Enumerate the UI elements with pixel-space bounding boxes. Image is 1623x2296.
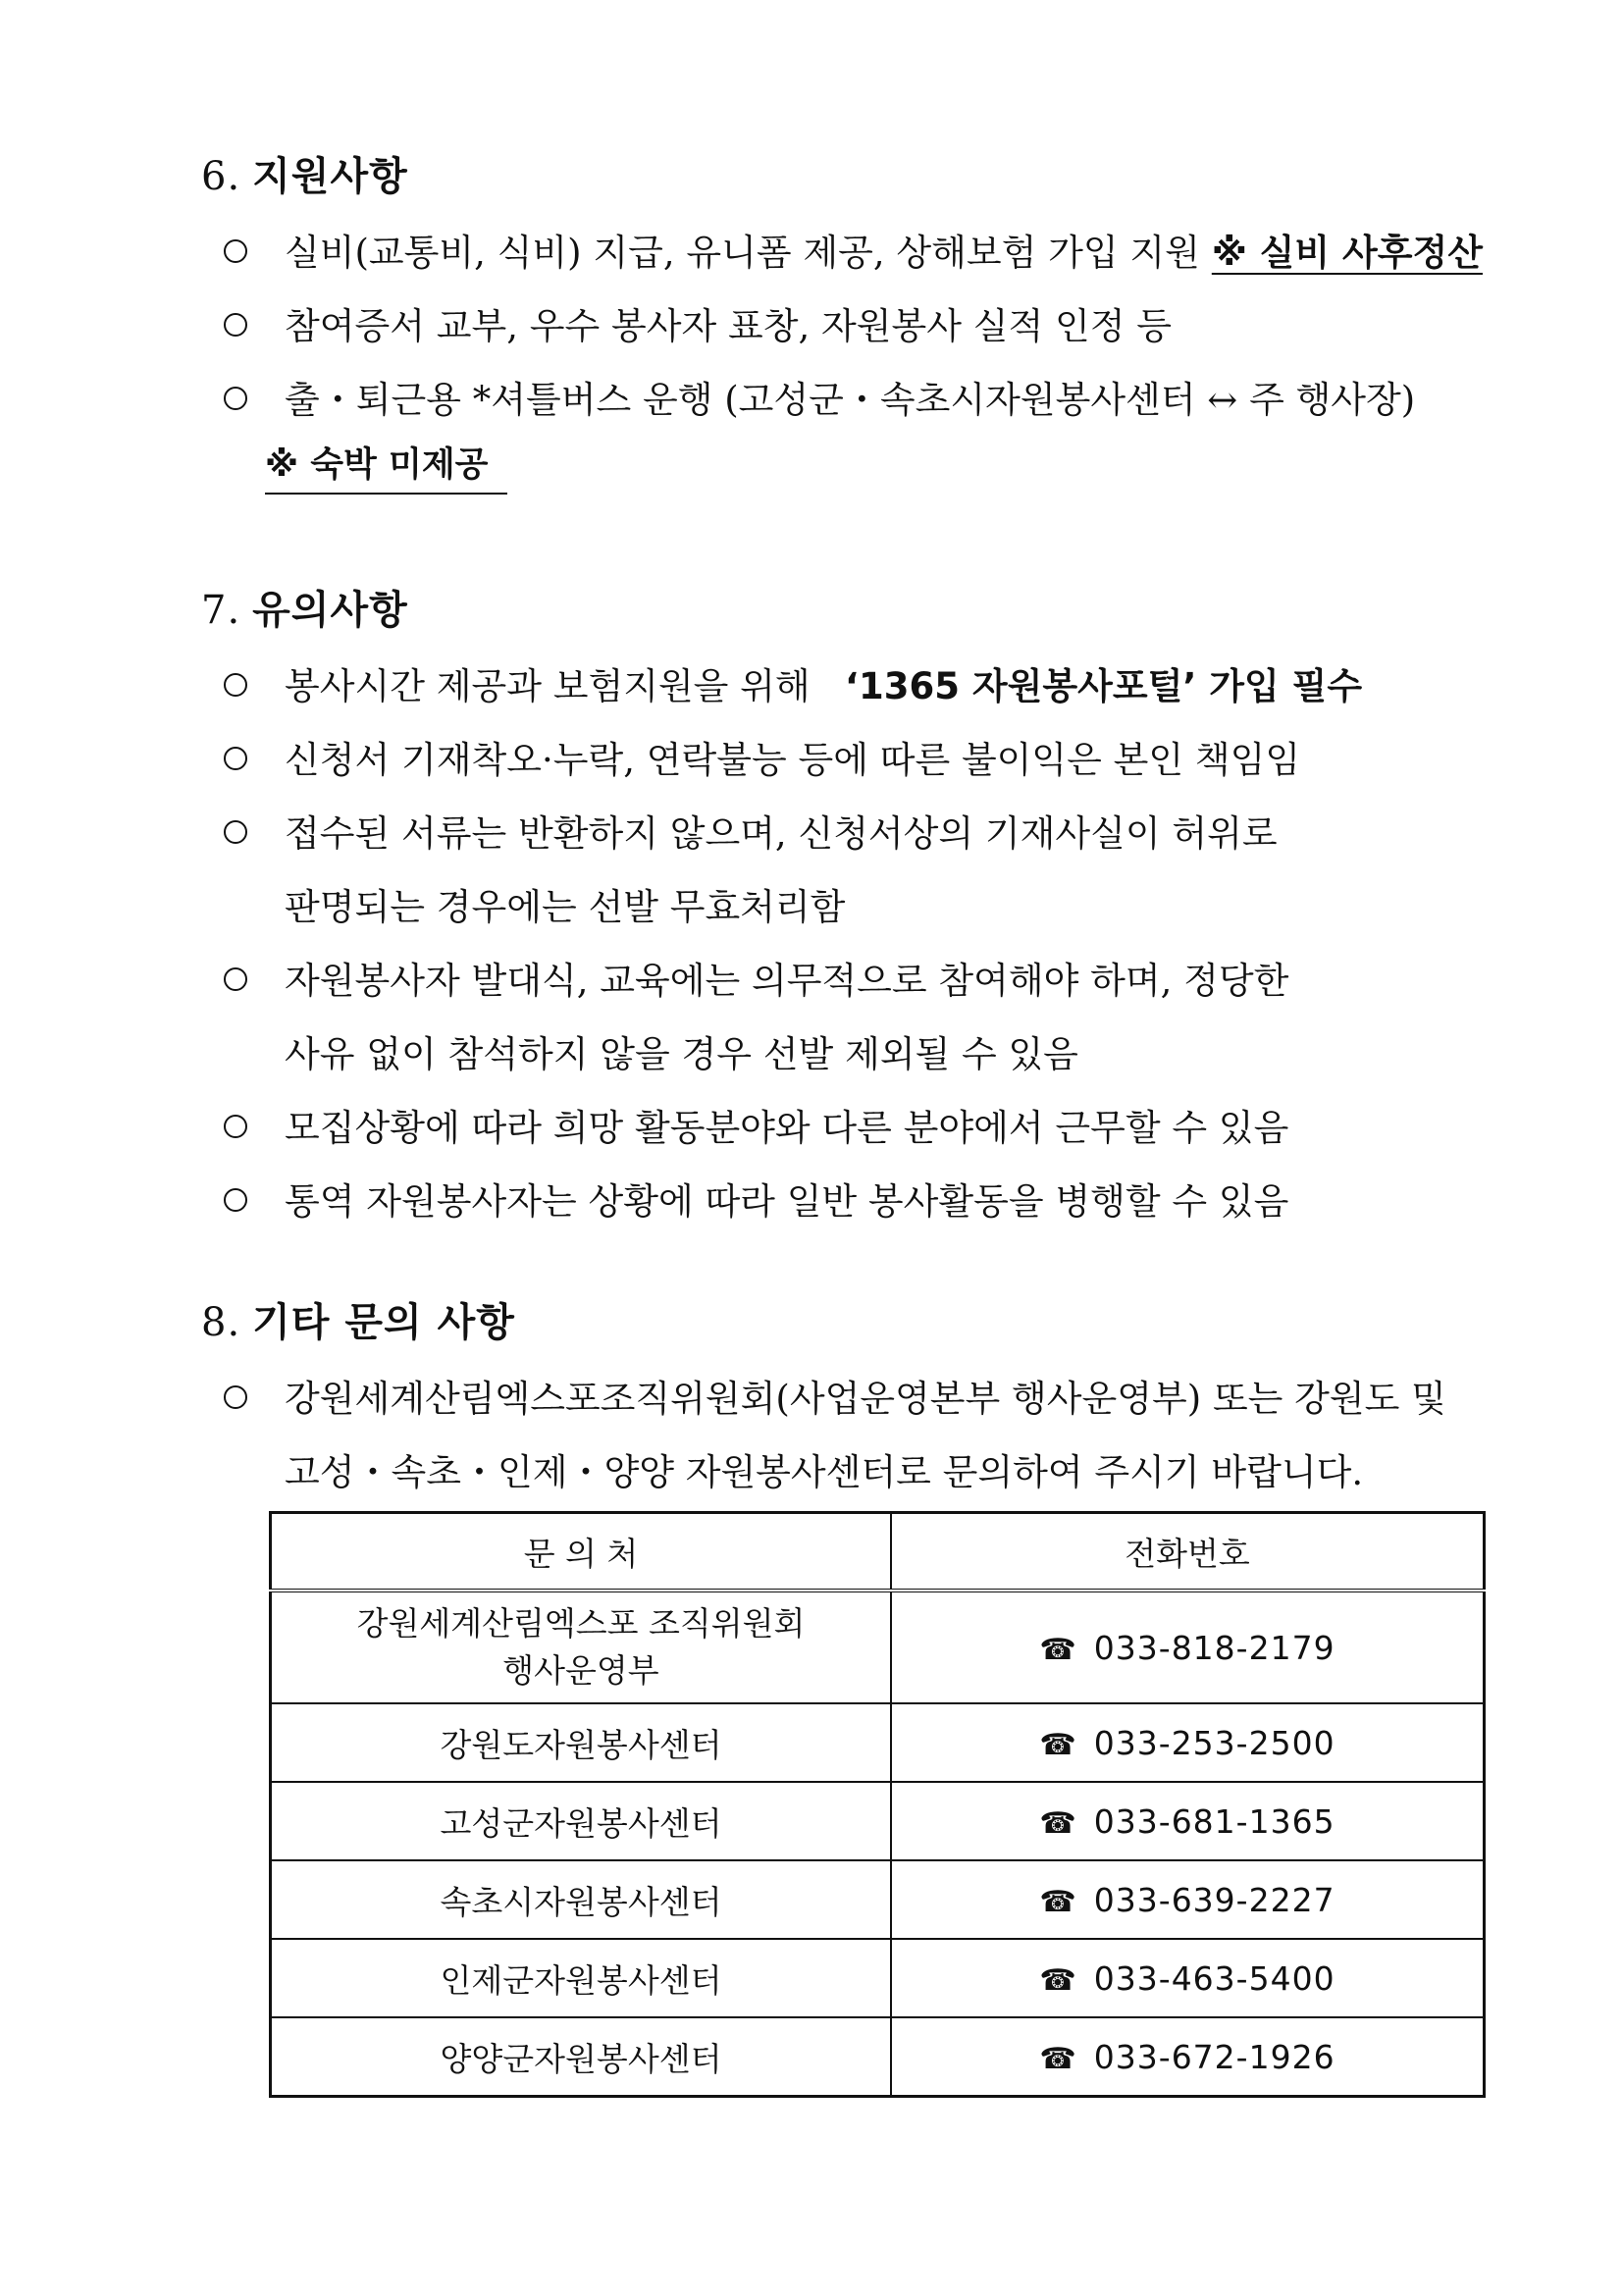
section-8-item-line-2: 고성・속초・인제・양양 자원봉사센터로 문의하여 주시기 바랍니다. (285, 1451, 1364, 1493)
section-6-note-no-lodging: ※ 숙박 미제공 (265, 438, 507, 495)
bullet-circle-icon (224, 239, 247, 263)
section-7-heading (201, 579, 408, 635)
table-row (271, 1782, 1485, 1860)
section-7-item-2-text: 신청서 기재착오·누락, 연락불능 등에 따른 불이익은 본인 책임임 (285, 739, 1301, 781)
bullet-circle-icon (224, 820, 247, 844)
org-cell: 강원도자원봉사센터 (271, 1703, 892, 1782)
phone-icon: ☎ (1039, 1632, 1076, 1667)
org-cell (271, 1591, 892, 1703)
phone-icon: ☎ (1039, 2041, 1076, 2076)
header-contact: 문 의 처 (271, 1513, 892, 1592)
section-8-item-line-1: 강원세계산림엑스포조직위원회(사업운영본부 행사운영부) 또는 강원도 및 (285, 1378, 1446, 1420)
org-cell: 양양군자원봉사센터 (271, 2017, 892, 2097)
section-7-item-5-text: 모집상황에 따라 희망 활동분야와 다른 분야에서 근무할 수 있음 (285, 1107, 1289, 1149)
section-6-number: 6. (201, 154, 241, 199)
section-6-item-2-text: 참여증서 교부, 우수 봉사자 표창, 자원봉사 실적 인정 등 (285, 305, 1172, 347)
contact-table (269, 1511, 1486, 2098)
phone-number: 033-639-2227 (1093, 1880, 1335, 1919)
phone-cell (891, 1782, 1485, 1860)
section-6-item-1-text: 실비(교통비, 식비) 지급, 유니폼 제공, 상해보험 가입 지원 (285, 232, 1200, 274)
phone-cell (891, 2017, 1485, 2097)
section-7-number: 7. (201, 588, 241, 633)
section-7-item-3-line-2: 판명되는 경우에는 선발 무효처리함 (285, 886, 846, 928)
phone-cell (891, 1703, 1485, 1782)
section-8-number: 8. (201, 1300, 241, 1345)
org-cell: 고성군자원봉사센터 (271, 1782, 892, 1860)
table-row (271, 1860, 1485, 1939)
section-7-item-4-line-2: 사유 없이 참석하지 않을 경우 선발 제외될 수 있음 (285, 1033, 1078, 1075)
table-header-row (271, 1513, 1485, 1592)
phone-cell (891, 1591, 1485, 1703)
phone-icon: ☎ (1039, 1727, 1076, 1762)
phone-icon: ☎ (1039, 1805, 1076, 1841)
phone-number: 033-672-1926 (1093, 2037, 1335, 2076)
phone-number: 033-681-1365 (1093, 1801, 1335, 1841)
section-7-item-1-portal: ‘1365 자원봉사포털’ 가입 필수 (844, 665, 1363, 707)
table-row (271, 2017, 1485, 2097)
section-7-item-1-text: 봉사시간 제공과 보험지원을 위해 (285, 665, 811, 707)
section-6-heading (201, 145, 408, 201)
bullet-circle-icon (224, 1115, 247, 1138)
table-row (271, 1591, 1485, 1703)
org-cell: 속초시자원봉사센터 (271, 1860, 892, 1939)
org-name-line-2: 행사운영부 (502, 1651, 659, 1690)
phone-cell (891, 1939, 1485, 2017)
section-8-title: 기타 문의 사항 (252, 1300, 515, 1345)
header-phone: 전화번호 (891, 1513, 1485, 1592)
phone-number: 033-818-2179 (1093, 1628, 1335, 1667)
bullet-circle-icon (224, 967, 247, 991)
bullet-circle-icon (224, 1188, 247, 1212)
bullet-circle-icon (224, 747, 247, 770)
phone-number: 033-253-2500 (1093, 1723, 1335, 1762)
section-6-title: 지원사항 (252, 154, 408, 199)
section-7-item-6-text: 통역 자원봉사자는 상황에 따라 일반 봉사활동을 병행할 수 있음 (285, 1180, 1289, 1223)
phone-cell (891, 1860, 1485, 1939)
section-7-item-3-line-1: 접수된 서류는 반환하지 않으며, 신청서상의 기재사실이 허위로 (285, 812, 1278, 855)
bullet-circle-icon (224, 1385, 247, 1409)
bullet-circle-icon (224, 313, 247, 337)
bullet-circle-icon (224, 673, 247, 697)
phone-number: 033-463-5400 (1093, 1958, 1335, 1998)
table-row (271, 1939, 1485, 2017)
bullet-circle-icon (224, 387, 247, 410)
section-7-title: 유의사항 (252, 588, 408, 633)
phone-icon: ☎ (1039, 1962, 1076, 1998)
org-cell: 인제군자원봉사센터 (271, 1939, 892, 2017)
section-6-item-3-text: 출・퇴근용 *셔틀버스 운행 (고성군・속초시자원봉사센터 ↔ 주 행사장) (285, 379, 1416, 421)
section-6-item-1-note: ※ 실비 사후정산 (1211, 232, 1483, 274)
table-row (271, 1703, 1485, 1782)
section-7-item-4-line-1: 자원봉사자 발대식, 교육에는 의무적으로 참여해야 하며, 정당한 (285, 960, 1289, 1002)
org-name-line-1: 강원세계산림엑스포 조직위원회 (356, 1604, 806, 1643)
section-8-heading (201, 1291, 515, 1347)
phone-icon: ☎ (1039, 1884, 1076, 1919)
